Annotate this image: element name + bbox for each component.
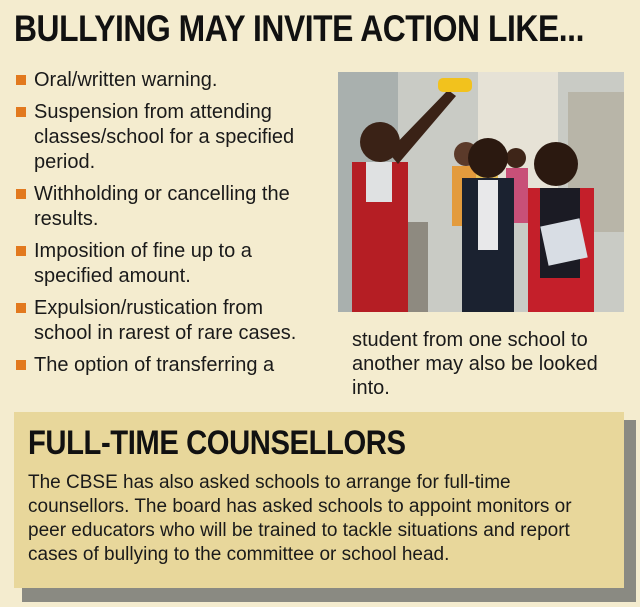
list-continuation-text: student from one school to another may also be looked into. [352,329,598,399]
square-bullet-icon [16,189,26,199]
students-illustration [338,72,624,312]
square-bullet-icon [16,107,26,117]
list-item-text: The option of transferring a [34,354,275,376]
action-list [14,68,314,385]
list-item [14,296,314,346]
list-item [14,353,314,378]
square-bullet-icon [16,246,26,256]
list-item-text: Oral/written warning. [34,69,218,91]
square-bullet-icon [16,360,26,370]
counsellors-text: The CBSE has also asked schools to arrange for full-time counsellors. The board has asked schools to appoint monitors or peer educators who will be trained to tackle situations and report cases of bullying to the committee or school head. [28,472,572,565]
list-item-text: Imposition of fine up to a specified amount. [34,240,252,287]
headline: BULLYING MAY INVITE ACTION LIKE... [14,8,585,49]
square-bullet-icon [16,303,26,313]
bullying-photo [338,72,624,312]
list-item [14,239,314,289]
square-bullet-icon [16,75,26,85]
list-item [14,182,314,232]
list-item-text: Suspension from attending classes/school for a specified period. [34,101,295,173]
list-item [14,100,314,175]
counsellors-title: FULL-TIME COUNSELLORS [28,424,406,462]
counsellors-box [14,412,624,588]
list-item [14,68,314,93]
list-item-text: Withholding or cancelling the results. [34,183,290,230]
list-item-text: Expulsion/rustication from school in rarest of rare cases. [34,297,297,344]
